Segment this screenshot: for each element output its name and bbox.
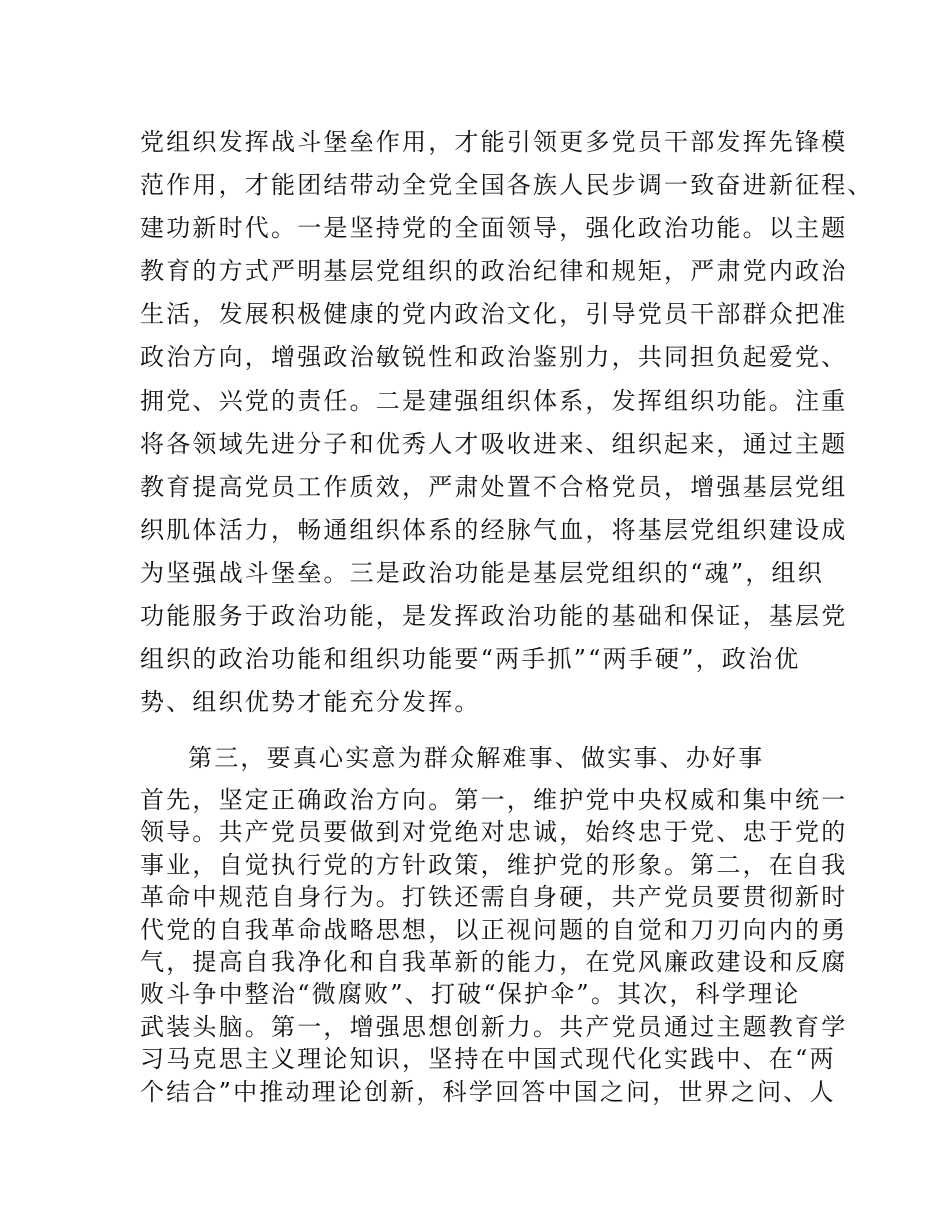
text-line: 个结合”中推动理论创新，科学回答中国之问，世界之问、人	[140, 1077, 836, 1106]
text-line: 党组织发挥战斗堡垒作用，才能引领更多党员干部发挥先锋模	[140, 128, 848, 156]
text-line: 革命中规范自身行为。打铁还需自身硬，共产党员要贯彻新时	[140, 883, 848, 912]
text-line: 拥党、兴党的责任。二是建强组织体系，发挥组织功能。注重	[140, 386, 848, 415]
text-line: 代党的自我革命战略思想，以正视问题的自觉和刀刃向内的勇	[140, 915, 848, 944]
text-line: 教育的方式严明基层党组织的政治纪律和规矩，严肃党内政治	[140, 257, 848, 286]
text-line: 事业，自觉执行党的方针政策，维护党的形象。第二，在自我	[140, 850, 848, 879]
text-line: 武装头脑。第一，增强思想创新力。共产党员通过主题教育学	[140, 1012, 848, 1041]
text-line: 习马克思主义理论知识，坚持在中国式现代化实践中、在“两	[140, 1045, 836, 1074]
text-line: 领导。共产党员要做到对党绝对忠诚，始终忠于党、忠于党的	[140, 818, 848, 847]
text-line: 建功新时代。一是坚持党的全面领导，强化政治功能。以主题	[140, 214, 848, 243]
text-line: 首先，坚定正确政治方向。第一，维护党中央权威和集中统一	[140, 786, 848, 814]
text-line: 将各领域先进分子和优秀人才吸收进来、组织起来，通过主题	[140, 429, 848, 458]
text-line: 组织的政治功能和组织功能要“两手抓”“两手硬”，政治优	[140, 645, 801, 674]
text-line: 教育提高党员工作质效，严肃处置不合格党员，增强基层党组	[140, 472, 848, 501]
paragraph-1	[140, 121, 874, 724]
paragraph-2	[140, 784, 848, 1108]
section-heading: 第三，要真心实意为群众解难事、做实事、办好事	[188, 744, 765, 772]
text-line: 织肌体活力，畅通组织体系的经脉气血，将基层党组织建设成	[140, 515, 848, 544]
text-line: 为坚强战斗堡垒。三是政治功能是基层党组织的“魂”，组织	[140, 558, 824, 587]
text-line: 政治方向，增强政治敏锐性和政治鉴别力，共同担负起爱党、	[140, 343, 848, 372]
text-line: 势、组织优势才能充分发挥。	[140, 688, 481, 717]
text-line: 范作用，才能团结带动全党全国各族人民步调一致奋进新征程、	[140, 171, 874, 200]
text-line: 生活，发展积极健康的党内政治文化，引导党员干部群众把准	[140, 300, 848, 329]
text-line: 功能服务于政治功能，是发挥政治功能的基础和保证，基层党	[140, 602, 848, 631]
text-line: 败斗争中整治“微腐败”、打破“保护伞”。其次，科学理论	[140, 980, 801, 1009]
text-line: 气，提高自我净化和自我革新的能力，在党风廉政建设和反腐	[140, 947, 848, 976]
